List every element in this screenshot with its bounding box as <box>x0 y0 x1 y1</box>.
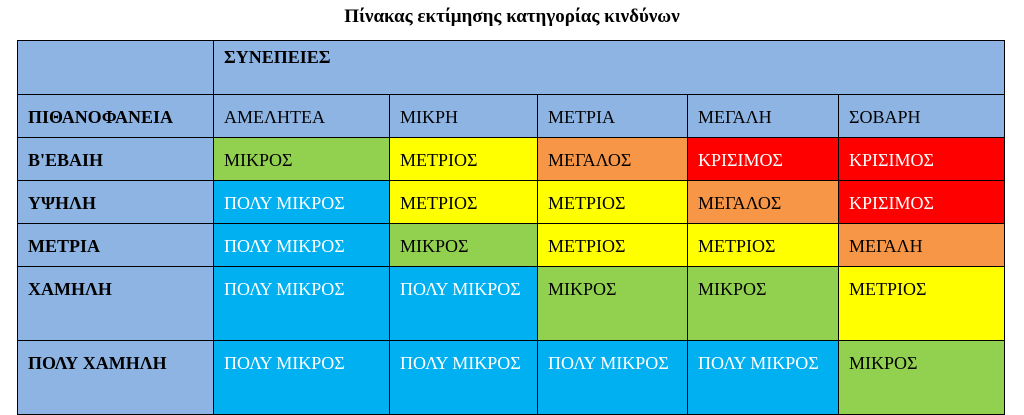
consequences-header-row <box>18 41 1005 95</box>
risk-cell: ΠΟΛΥ ΜΙΚΡΟΣ <box>214 341 390 415</box>
corner-cell <box>18 41 214 95</box>
row-header: Β'ΕΒΑΙΗ <box>18 138 214 181</box>
column-header-row <box>18 95 1005 138</box>
page-title: Πίνακας εκτίμησης κατηγορίας κινδύνων <box>344 6 680 27</box>
risk-cell: ΜΙΚΡΟΣ <box>390 224 538 267</box>
risk-matrix-table <box>17 40 1005 415</box>
risk-cell: ΜΕΤΡΙΟΣ <box>839 267 1005 341</box>
risk-cell: ΜΙΚΡΟΣ <box>214 138 390 181</box>
table-row <box>18 224 1005 267</box>
row-header: ΧΑΜΗΛΗ <box>18 267 214 341</box>
risk-cell: ΚΡΙΣΙΜΟΣ <box>839 138 1005 181</box>
risk-cell: ΠΟΛΥ ΜΙΚΡΟΣ <box>214 181 390 224</box>
risk-cell: ΜΙΚΡΟΣ <box>839 341 1005 415</box>
risk-cell: ΜΕΤΡΙΟΣ <box>538 224 688 267</box>
column-header: ΣΟΒΑΡΗ <box>839 95 1005 138</box>
risk-cell: ΚΡΙΣΙΜΟΣ <box>839 181 1005 224</box>
risk-cell: ΜΕΤΡΙΟΣ <box>538 181 688 224</box>
risk-cell: ΜΕΤΡΙΟΣ <box>688 224 839 267</box>
table-row <box>18 267 1005 341</box>
risk-cell: ΠΟΛΥ ΜΙΚΡΟΣ <box>390 267 538 341</box>
risk-cell: ΜΕΤΡΙΟΣ <box>390 181 538 224</box>
risk-cell: ΜΙΚΡΟΣ <box>688 267 839 341</box>
column-header: ΜΕΓΑΛΗ <box>688 95 839 138</box>
consequences-label: ΣΥΝΕΠΕΙΕΣ <box>214 41 1005 95</box>
row-header: ΜΕΤΡΙΑ <box>18 224 214 267</box>
risk-cell: ΚΡΙΣΙΜΟΣ <box>688 138 839 181</box>
risk-cell: ΠΟΛΥ ΜΙΚΡΟΣ <box>688 341 839 415</box>
column-header: ΑΜΕΛΗΤΕΑ <box>214 95 390 138</box>
risk-cell: ΜΙΚΡΟΣ <box>538 267 688 341</box>
table-row <box>18 341 1005 415</box>
probability-label: ΠΙΘΑΝΟΦΑΝΕΙΑ <box>18 95 214 138</box>
risk-cell: ΠΟΛΥ ΜΙΚΡΟΣ <box>214 267 390 341</box>
column-header: ΜΕΤΡΙΑ <box>538 95 688 138</box>
risk-cell: ΠΟΛΥ ΜΙΚΡΟΣ <box>214 224 390 267</box>
row-header: ΥΨΗΛΗ <box>18 181 214 224</box>
risk-cell: ΜΕΓΑΛΟΣ <box>538 138 688 181</box>
risk-cell: ΜΕΓΑΛΟΣ <box>688 181 839 224</box>
table-row <box>18 181 1005 224</box>
risk-cell: ΜΕΤΡΙΟΣ <box>390 138 538 181</box>
risk-cell: ΠΟΛΥ ΜΙΚΡΟΣ <box>538 341 688 415</box>
row-header: ΠΟΛΥ ΧΑΜΗΛΗ <box>18 341 214 415</box>
risk-cell: ΠΟΛΥ ΜΙΚΡΟΣ <box>390 341 538 415</box>
risk-cell: ΜΕΓΑΛΗ <box>839 224 1005 267</box>
column-header: ΜΙΚΡΗ <box>390 95 538 138</box>
table-row <box>18 138 1005 181</box>
